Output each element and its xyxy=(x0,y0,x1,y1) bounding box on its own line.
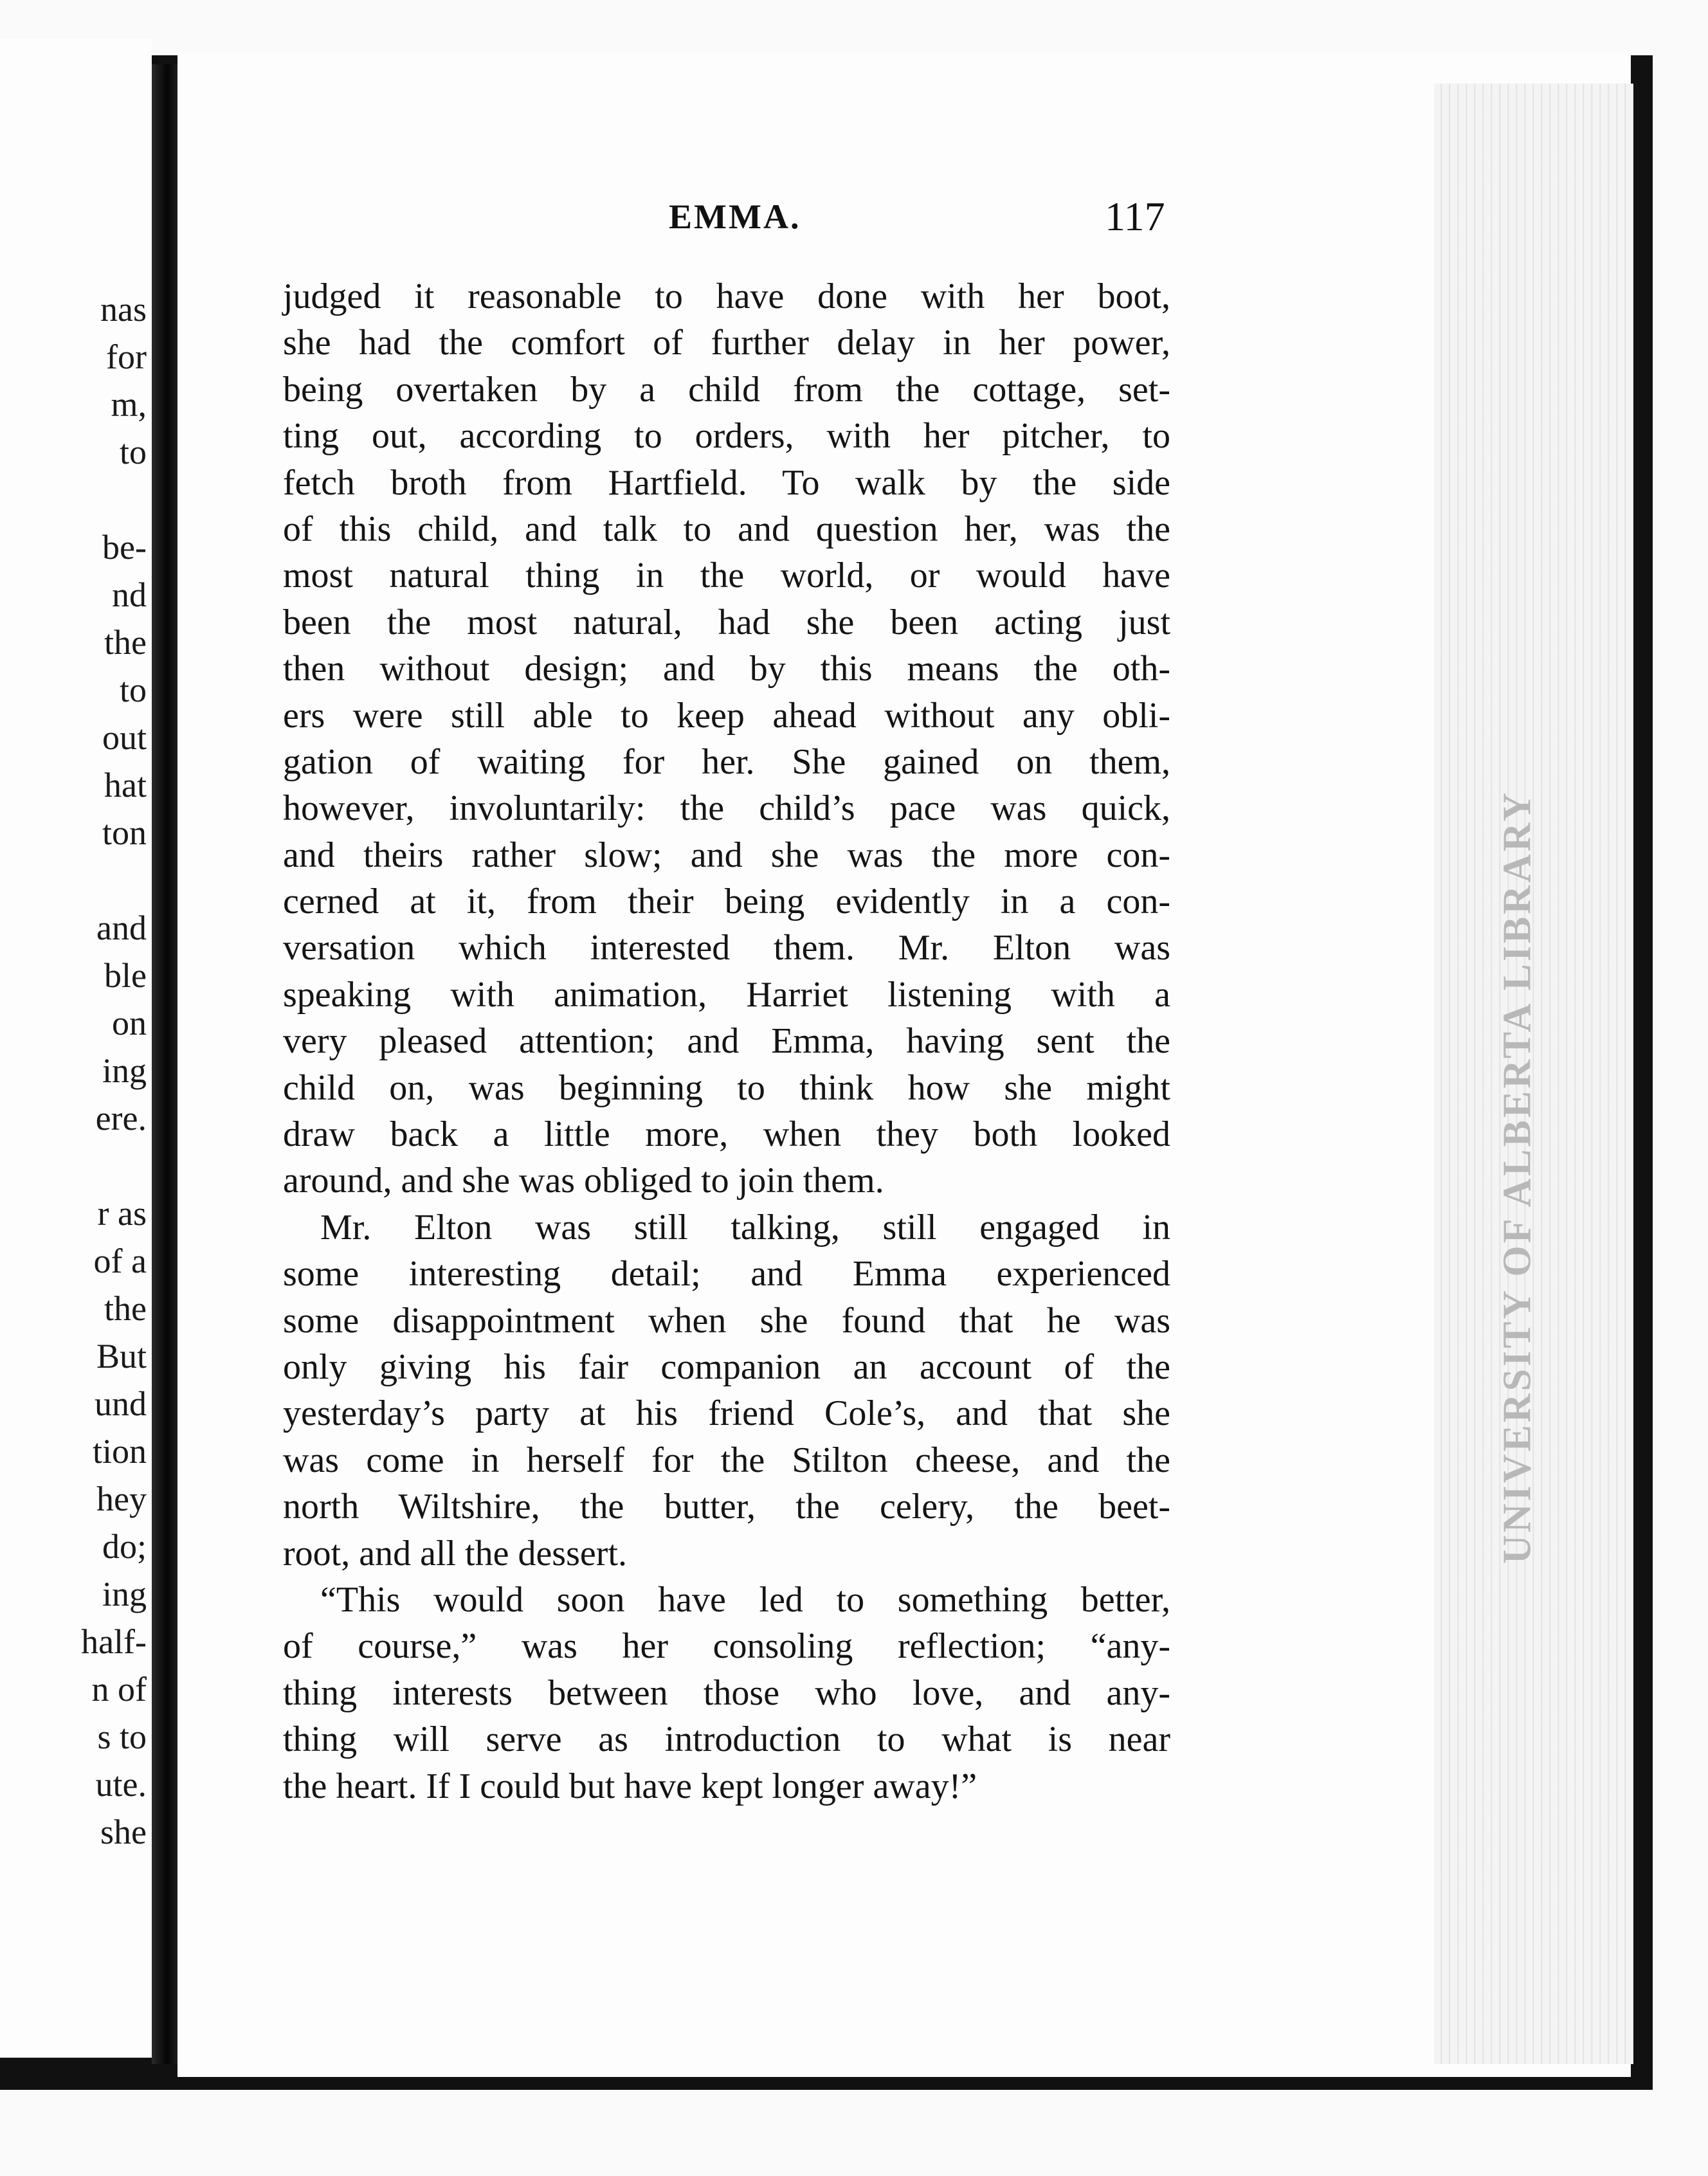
left-page-fragment: nd xyxy=(112,576,147,614)
left-page-fragment: hat xyxy=(104,766,147,804)
text-line: thing will serve as introduction to what is near xyxy=(283,1719,1170,1760)
text-line: child on, was beginning to think how she might xyxy=(283,1067,1170,1108)
left-page-fragment: ble xyxy=(104,956,147,995)
left-page-fragment: But xyxy=(96,1337,147,1375)
text-line: Mr. Elton was still talking, still engaged in xyxy=(320,1207,1170,1247)
text-line: versation which interested them. Mr. Elton was xyxy=(283,928,1170,968)
left-page-fragment: to xyxy=(119,433,147,471)
text-line: draw back a little more, when they both looked xyxy=(283,1114,1170,1155)
text-line: most natural thing in the world, or would have xyxy=(283,556,1170,596)
text-line: been the most natural, had she been acting just xyxy=(283,602,1170,642)
body-text xyxy=(283,273,1170,1809)
left-page-fragment: ing xyxy=(102,1051,147,1090)
text-line: gation of waiting for her. She gained on them, xyxy=(283,741,1170,782)
text-line: root, and all the dessert. xyxy=(283,1533,627,1573)
scan-background xyxy=(0,2090,1708,2176)
left-page-fragment: ton xyxy=(102,813,147,852)
text-line: she had the comfort of further delay in her power, xyxy=(283,323,1170,363)
page-number: 117 xyxy=(1105,194,1165,239)
scan-background xyxy=(1653,0,1708,2176)
left-page-fragment: the xyxy=(104,1289,147,1328)
text-line: only giving his fair companion an account of the xyxy=(283,1346,1170,1387)
text-line: then without design; and by this means the oth- xyxy=(283,649,1170,689)
left-page-fragment: nas xyxy=(100,290,147,329)
text-line: and theirs rather slow; and she was the more con- xyxy=(283,835,1170,875)
text-line: north Wiltshire, the butter, the celery, the beet- xyxy=(283,1487,1170,1527)
text-line: around, and she was obliged to join them. xyxy=(283,1161,884,1201)
text-line: fetch broth from Hartfield. To walk by the side xyxy=(283,462,1170,503)
text-line: judged it reasonable to have done with her boot, xyxy=(283,277,1170,316)
left-page-fragment: ing xyxy=(102,1575,147,1613)
left-page-fragment: be- xyxy=(102,528,147,567)
text-line: “This would soon have led to something better, xyxy=(320,1579,1170,1620)
left-page-fragment: hey xyxy=(96,1480,147,1518)
text-line: being overtaken by a child from the cottage, set- xyxy=(283,369,1170,410)
text-line: ers were still able to keep ahead without any obli- xyxy=(283,695,1170,736)
text-line: however, involuntarily: the child’s pace was quick, xyxy=(283,788,1170,829)
text-line: thing interests between those who love, and any- xyxy=(283,1673,1170,1713)
running-title: EMMA. xyxy=(669,197,801,236)
left-page-fragment: r as xyxy=(97,1194,147,1233)
text-line: cerned at it, from their being evidently in a con- xyxy=(283,882,1170,922)
left-page-fragment: do; xyxy=(102,1527,147,1566)
text-line: speaking with animation, Harriet listening with a xyxy=(283,974,1170,1015)
left-page-fragment: on xyxy=(112,1004,147,1042)
text-line: some disappointment when she found that he was xyxy=(283,1300,1170,1341)
text-line: ting out, according to orders, with her pitcher, to xyxy=(283,416,1170,457)
text-line: some interesting detail; and Emma experienced xyxy=(283,1254,1170,1294)
left-page-fragment: n of xyxy=(91,1670,147,1709)
book-gutter xyxy=(152,64,177,2064)
left-page-fragment: ere. xyxy=(95,1099,147,1138)
left-page-fragment: ute. xyxy=(95,1765,147,1804)
text-line: yesterday’s party at his friend Cole’s, and that she xyxy=(283,1393,1170,1434)
left-page-fragment: m, xyxy=(111,385,147,424)
scan-background xyxy=(0,0,1708,55)
left-page-fragment: and xyxy=(96,909,147,947)
text-line: the heart. If I could but have kept longer away!” xyxy=(283,1766,977,1806)
left-page-fragment: of a xyxy=(93,1242,147,1280)
left-page-fragment: out xyxy=(102,718,147,757)
left-page-fragment: to xyxy=(119,671,147,709)
library-stamp: UNIVERSITY OF ALBERTA LIBRARY xyxy=(1495,790,1540,1564)
left-page-fragment: for xyxy=(106,338,147,376)
left-page-fragment: tion xyxy=(92,1432,147,1471)
text-line: of this child, and talk to and question her, was the xyxy=(283,509,1170,549)
text-line: was come in herself for the Stilton cheese, and the xyxy=(283,1440,1170,1480)
left-page-fragment: half- xyxy=(81,1622,147,1661)
left-page-fragment: s to xyxy=(97,1718,147,1756)
left-page xyxy=(0,39,152,2058)
text-line: of course,” was her consoling reflection; “any- xyxy=(283,1626,1170,1667)
left-page-fragment: und xyxy=(95,1384,147,1423)
text-line: very pleased attention; and Emma, having sent the xyxy=(283,1021,1170,1062)
left-page-fragment: the xyxy=(104,623,147,662)
left-page-fragment: she xyxy=(100,1813,147,1851)
